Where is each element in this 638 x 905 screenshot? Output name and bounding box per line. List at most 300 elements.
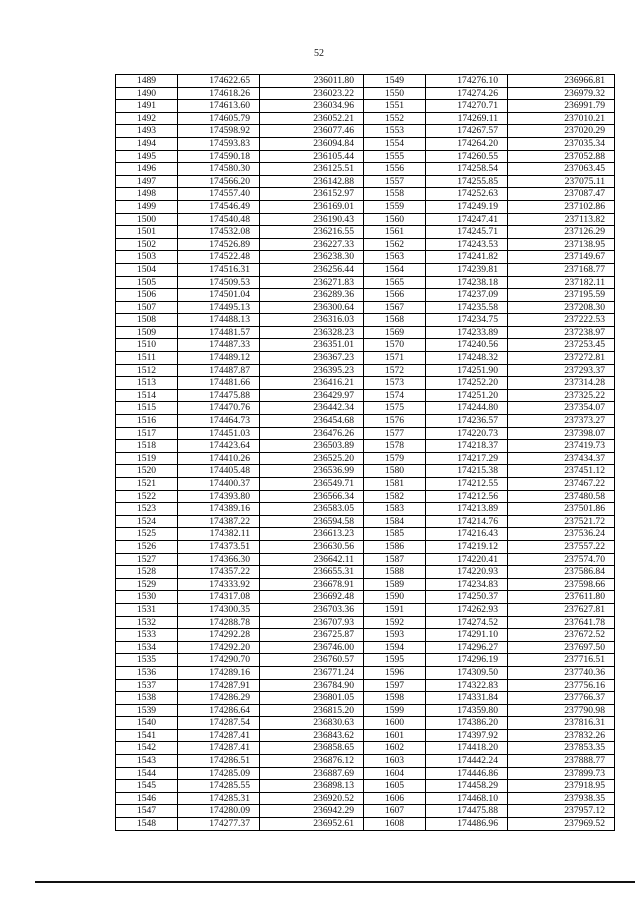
x-coordinate-cell: 174250.37 [426, 591, 508, 604]
point-number-cell: 1589 [364, 578, 426, 591]
y-coordinate-cell: 236887.69 [260, 767, 364, 780]
table-row [116, 427, 615, 440]
point-number-cell: 1597 [364, 679, 426, 692]
y-coordinate-cell: 236190.43 [260, 213, 364, 226]
x-coordinate-cell: 174285.31 [178, 792, 260, 805]
y-coordinate-cell: 237467.22 [508, 478, 615, 491]
x-coordinate-cell: 174276.10 [426, 75, 508, 88]
y-coordinate-cell: 237536.24 [508, 528, 615, 541]
point-number-cell: 1532 [116, 616, 178, 629]
x-coordinate-cell: 174410.26 [178, 452, 260, 465]
x-coordinate-cell: 174309.50 [426, 666, 508, 679]
point-number-cell: 1494 [116, 137, 178, 150]
x-coordinate-cell: 174236.57 [426, 415, 508, 428]
y-coordinate-cell: 236023.22 [260, 87, 364, 100]
x-coordinate-cell: 174212.56 [426, 490, 508, 503]
x-coordinate-cell: 174220.93 [426, 566, 508, 579]
point-number-cell: 1564 [364, 263, 426, 276]
y-coordinate-cell: 237918.95 [508, 780, 615, 793]
table-row [116, 717, 615, 730]
point-number-cell: 1538 [116, 692, 178, 705]
point-number-cell: 1508 [116, 314, 178, 327]
x-coordinate-cell: 174322.83 [426, 679, 508, 692]
y-coordinate-cell: 236979.32 [508, 87, 615, 100]
x-coordinate-cell: 174267.57 [426, 125, 508, 138]
point-number-cell: 1530 [116, 591, 178, 604]
point-number-cell: 1544 [116, 767, 178, 780]
x-coordinate-cell: 174235.58 [426, 301, 508, 314]
point-number-cell: 1513 [116, 377, 178, 390]
y-coordinate-cell: 237419.73 [508, 440, 615, 453]
y-coordinate-cell: 237102.86 [508, 200, 615, 213]
y-coordinate-cell: 237182.11 [508, 276, 615, 289]
point-number-cell: 1505 [116, 276, 178, 289]
y-coordinate-cell: 236784.90 [260, 679, 364, 692]
point-number-cell: 1548 [116, 818, 178, 831]
x-coordinate-cell: 174274.52 [426, 616, 508, 629]
x-coordinate-cell: 174451.03 [178, 427, 260, 440]
y-coordinate-cell: 236416.21 [260, 377, 364, 390]
y-coordinate-cell: 236566.34 [260, 490, 364, 503]
y-coordinate-cell: 236142.88 [260, 175, 364, 188]
x-coordinate-cell: 174238.18 [426, 276, 508, 289]
table-row [116, 301, 615, 314]
y-coordinate-cell: 237325.22 [508, 389, 615, 402]
x-coordinate-cell: 174495.13 [178, 301, 260, 314]
y-coordinate-cell: 237373.27 [508, 415, 615, 428]
y-coordinate-cell: 236052.21 [260, 112, 364, 125]
y-coordinate-cell: 236815.20 [260, 704, 364, 717]
table-row [116, 692, 615, 705]
point-number-cell: 1496 [116, 163, 178, 176]
table-row [116, 528, 615, 541]
x-coordinate-cell: 174286.51 [178, 755, 260, 768]
point-number-cell: 1581 [364, 478, 426, 491]
y-coordinate-cell: 237138.95 [508, 238, 615, 251]
x-coordinate-cell: 174274.26 [426, 87, 508, 100]
x-coordinate-cell: 174247.41 [426, 213, 508, 226]
table-row [116, 490, 615, 503]
point-number-cell: 1501 [116, 226, 178, 239]
table-row [116, 326, 615, 339]
y-coordinate-cell: 236395.23 [260, 364, 364, 377]
y-coordinate-cell: 236642.11 [260, 553, 364, 566]
y-coordinate-cell: 237293.37 [508, 364, 615, 377]
y-coordinate-cell: 237501.86 [508, 503, 615, 516]
table-row [116, 87, 615, 100]
x-coordinate-cell: 174296.19 [426, 654, 508, 667]
x-coordinate-cell: 174359.80 [426, 704, 508, 717]
point-number-cell: 1500 [116, 213, 178, 226]
point-number-cell: 1563 [364, 251, 426, 264]
y-coordinate-cell: 236830.63 [260, 717, 364, 730]
x-coordinate-cell: 174292.28 [178, 629, 260, 642]
point-number-cell: 1557 [364, 175, 426, 188]
y-coordinate-cell: 236746.00 [260, 641, 364, 654]
x-coordinate-cell: 174590.18 [178, 150, 260, 163]
point-number-cell: 1566 [364, 289, 426, 302]
table-row [116, 226, 615, 239]
x-coordinate-cell: 174389.16 [178, 503, 260, 516]
y-coordinate-cell: 236216.55 [260, 226, 364, 239]
x-coordinate-cell: 174287.91 [178, 679, 260, 692]
y-coordinate-cell: 237672.52 [508, 629, 615, 642]
y-coordinate-cell: 236125.51 [260, 163, 364, 176]
point-number-cell: 1585 [364, 528, 426, 541]
table-row [116, 603, 615, 616]
point-number-cell: 1580 [364, 465, 426, 478]
y-coordinate-cell: 236549.71 [260, 478, 364, 491]
y-coordinate-cell: 236536.99 [260, 465, 364, 478]
point-number-cell: 1542 [116, 742, 178, 755]
y-coordinate-cell: 236442.34 [260, 402, 364, 415]
table-row [116, 377, 615, 390]
y-coordinate-cell: 236316.03 [260, 314, 364, 327]
x-coordinate-cell: 174245.71 [426, 226, 508, 239]
point-number-cell: 1593 [364, 629, 426, 642]
point-number-cell: 1547 [116, 805, 178, 818]
point-number-cell: 1584 [364, 515, 426, 528]
x-coordinate-cell: 174566.20 [178, 175, 260, 188]
x-coordinate-cell: 174532.08 [178, 226, 260, 239]
table-row [116, 704, 615, 717]
coordinates-table-body [116, 75, 615, 831]
x-coordinate-cell: 174622.65 [178, 75, 260, 88]
point-number-cell: 1546 [116, 792, 178, 805]
table-row [116, 163, 615, 176]
x-coordinate-cell: 174486.96 [426, 818, 508, 831]
table-row [116, 100, 615, 113]
y-coordinate-cell: 237598.66 [508, 578, 615, 591]
y-coordinate-cell: 236771.24 [260, 666, 364, 679]
y-coordinate-cell: 236429.97 [260, 389, 364, 402]
y-coordinate-cell: 236227.33 [260, 238, 364, 251]
x-coordinate-cell: 174400.37 [178, 478, 260, 491]
x-coordinate-cell: 174516.31 [178, 263, 260, 276]
x-coordinate-cell: 174252.20 [426, 377, 508, 390]
x-coordinate-cell: 174233.89 [426, 326, 508, 339]
point-number-cell: 1555 [364, 150, 426, 163]
point-number-cell: 1515 [116, 402, 178, 415]
table-row [116, 629, 615, 642]
x-coordinate-cell: 174509.53 [178, 276, 260, 289]
table-row [116, 175, 615, 188]
y-coordinate-cell: 236256.44 [260, 263, 364, 276]
y-coordinate-cell: 237611.80 [508, 591, 615, 604]
y-coordinate-cell: 236613.23 [260, 528, 364, 541]
x-coordinate-cell: 174488.13 [178, 314, 260, 327]
x-coordinate-cell: 174280.09 [178, 805, 260, 818]
point-number-cell: 1492 [116, 112, 178, 125]
x-coordinate-cell: 174217.29 [426, 452, 508, 465]
point-number-cell: 1572 [364, 364, 426, 377]
point-number-cell: 1534 [116, 641, 178, 654]
y-coordinate-cell: 237756.16 [508, 679, 615, 692]
x-coordinate-cell: 174262.93 [426, 603, 508, 616]
point-number-cell: 1540 [116, 717, 178, 730]
x-coordinate-cell: 174251.90 [426, 364, 508, 377]
x-coordinate-cell: 174593.83 [178, 137, 260, 150]
x-coordinate-cell: 174540.48 [178, 213, 260, 226]
point-number-cell: 1510 [116, 339, 178, 352]
y-coordinate-cell: 237354.07 [508, 402, 615, 415]
point-number-cell: 1493 [116, 125, 178, 138]
point-number-cell: 1607 [364, 805, 426, 818]
x-coordinate-cell: 174251.20 [426, 389, 508, 402]
point-number-cell: 1518 [116, 440, 178, 453]
x-coordinate-cell: 174258.54 [426, 163, 508, 176]
y-coordinate-cell: 237168.77 [508, 263, 615, 276]
x-coordinate-cell: 174357.22 [178, 566, 260, 579]
point-number-cell: 1567 [364, 301, 426, 314]
table-row [116, 591, 615, 604]
point-number-cell: 1582 [364, 490, 426, 503]
y-coordinate-cell: 236289.36 [260, 289, 364, 302]
point-number-cell: 1573 [364, 377, 426, 390]
y-coordinate-cell: 236876.12 [260, 755, 364, 768]
y-coordinate-cell: 237149.67 [508, 251, 615, 264]
point-number-cell: 1539 [116, 704, 178, 717]
table-row [116, 314, 615, 327]
x-coordinate-cell: 174423.64 [178, 440, 260, 453]
point-number-cell: 1603 [364, 755, 426, 768]
table-row [116, 440, 615, 453]
point-number-cell: 1579 [364, 452, 426, 465]
x-coordinate-cell: 174240.56 [426, 339, 508, 352]
y-coordinate-cell: 237716.51 [508, 654, 615, 667]
point-number-cell: 1598 [364, 692, 426, 705]
x-coordinate-cell: 174296.27 [426, 641, 508, 654]
y-coordinate-cell: 236454.68 [260, 415, 364, 428]
y-coordinate-cell: 236011.80 [260, 75, 364, 88]
y-coordinate-cell: 237208.30 [508, 301, 615, 314]
table-row [116, 478, 615, 491]
point-number-cell: 1594 [364, 641, 426, 654]
table-row [116, 389, 615, 402]
point-number-cell: 1537 [116, 679, 178, 692]
x-coordinate-cell: 174546.49 [178, 200, 260, 213]
x-coordinate-cell: 174289.16 [178, 666, 260, 679]
y-coordinate-cell: 237899.73 [508, 767, 615, 780]
table-row [116, 188, 615, 201]
x-coordinate-cell: 174442.24 [426, 755, 508, 768]
x-coordinate-cell: 174291.10 [426, 629, 508, 642]
x-coordinate-cell: 174287.41 [178, 742, 260, 755]
x-coordinate-cell: 174522.48 [178, 251, 260, 264]
x-coordinate-cell: 174290.70 [178, 654, 260, 667]
point-number-cell: 1565 [364, 276, 426, 289]
x-coordinate-cell: 174393.80 [178, 490, 260, 503]
y-coordinate-cell: 236801.05 [260, 692, 364, 705]
table-row [116, 540, 615, 553]
point-number-cell: 1495 [116, 150, 178, 163]
y-coordinate-cell: 236858.65 [260, 742, 364, 755]
table-row [116, 150, 615, 163]
y-coordinate-cell: 237075.11 [508, 175, 615, 188]
y-coordinate-cell: 236843.62 [260, 729, 364, 742]
x-coordinate-cell: 174475.88 [178, 389, 260, 402]
x-coordinate-cell: 174481.66 [178, 377, 260, 390]
y-coordinate-cell: 237832.26 [508, 729, 615, 742]
point-number-cell: 1536 [116, 666, 178, 679]
y-coordinate-cell: 237853.35 [508, 742, 615, 755]
y-coordinate-cell: 236952.61 [260, 818, 364, 831]
table-row [116, 818, 615, 831]
y-coordinate-cell: 237253.45 [508, 339, 615, 352]
x-coordinate-cell: 174605.79 [178, 112, 260, 125]
point-number-cell: 1549 [364, 75, 426, 88]
x-coordinate-cell: 174613.60 [178, 100, 260, 113]
point-number-cell: 1522 [116, 490, 178, 503]
y-coordinate-cell: 236367.23 [260, 352, 364, 365]
y-coordinate-cell: 236238.30 [260, 251, 364, 264]
y-coordinate-cell: 236152.97 [260, 188, 364, 201]
x-coordinate-cell: 174239.81 [426, 263, 508, 276]
x-coordinate-cell: 174292.20 [178, 641, 260, 654]
table-row [116, 679, 615, 692]
table-row [116, 415, 615, 428]
point-number-cell: 1514 [116, 389, 178, 402]
x-coordinate-cell: 174237.09 [426, 289, 508, 302]
y-coordinate-cell: 237087.47 [508, 188, 615, 201]
point-number-cell: 1527 [116, 553, 178, 566]
x-coordinate-cell: 174557.40 [178, 188, 260, 201]
x-coordinate-cell: 174216.43 [426, 528, 508, 541]
point-number-cell: 1507 [116, 301, 178, 314]
point-number-cell: 1512 [116, 364, 178, 377]
x-coordinate-cell: 174418.20 [426, 742, 508, 755]
table-row [116, 641, 615, 654]
y-coordinate-cell: 236169.01 [260, 200, 364, 213]
point-number-cell: 1586 [364, 540, 426, 553]
y-coordinate-cell: 237314.28 [508, 377, 615, 390]
x-coordinate-cell: 174446.86 [426, 767, 508, 780]
point-number-cell: 1506 [116, 289, 178, 302]
table-row [116, 755, 615, 768]
x-coordinate-cell: 174269.11 [426, 112, 508, 125]
table-row [116, 578, 615, 591]
point-number-cell: 1511 [116, 352, 178, 365]
x-coordinate-cell: 174260.55 [426, 150, 508, 163]
y-coordinate-cell: 237020.29 [508, 125, 615, 138]
point-number-cell: 1502 [116, 238, 178, 251]
y-coordinate-cell: 236898.13 [260, 780, 364, 793]
y-coordinate-cell: 237521.72 [508, 515, 615, 528]
x-coordinate-cell: 174248.32 [426, 352, 508, 365]
y-coordinate-cell: 237035.34 [508, 137, 615, 150]
point-number-cell: 1604 [364, 767, 426, 780]
point-number-cell: 1592 [364, 616, 426, 629]
y-coordinate-cell: 236503.89 [260, 440, 364, 453]
y-coordinate-cell: 237557.22 [508, 540, 615, 553]
y-coordinate-cell: 236105.44 [260, 150, 364, 163]
y-coordinate-cell: 237766.37 [508, 692, 615, 705]
point-number-cell: 1550 [364, 87, 426, 100]
point-number-cell: 1568 [364, 314, 426, 327]
table-row [116, 515, 615, 528]
y-coordinate-cell: 236655.31 [260, 566, 364, 579]
y-coordinate-cell: 236991.79 [508, 100, 615, 113]
point-number-cell: 1509 [116, 326, 178, 339]
y-coordinate-cell: 237222.53 [508, 314, 615, 327]
point-number-cell: 1526 [116, 540, 178, 553]
x-coordinate-cell: 174475.88 [426, 805, 508, 818]
table-row [116, 251, 615, 264]
point-number-cell: 1528 [116, 566, 178, 579]
point-number-cell: 1575 [364, 402, 426, 415]
point-number-cell: 1529 [116, 578, 178, 591]
point-number-cell: 1552 [364, 112, 426, 125]
table-row [116, 200, 615, 213]
x-coordinate-cell: 174317.08 [178, 591, 260, 604]
table-row [116, 780, 615, 793]
y-coordinate-cell: 236942.29 [260, 805, 364, 818]
point-number-cell: 1517 [116, 427, 178, 440]
x-coordinate-cell: 174286.64 [178, 704, 260, 717]
x-coordinate-cell: 174286.29 [178, 692, 260, 705]
y-coordinate-cell: 236476.26 [260, 427, 364, 440]
table-row [116, 125, 615, 138]
table-row [116, 238, 615, 251]
x-coordinate-cell: 174464.73 [178, 415, 260, 428]
x-coordinate-cell: 174241.82 [426, 251, 508, 264]
x-coordinate-cell: 174373.51 [178, 540, 260, 553]
point-number-cell: 1489 [116, 75, 178, 88]
y-coordinate-cell: 237574.70 [508, 553, 615, 566]
x-coordinate-cell: 174285.09 [178, 767, 260, 780]
table-row [116, 289, 615, 302]
y-coordinate-cell: 236703.36 [260, 603, 364, 616]
y-coordinate-cell: 237480.58 [508, 490, 615, 503]
point-number-cell: 1545 [116, 780, 178, 793]
table-row [116, 767, 615, 780]
table-row [116, 805, 615, 818]
x-coordinate-cell: 174287.41 [178, 729, 260, 742]
table-row [116, 742, 615, 755]
point-number-cell: 1531 [116, 603, 178, 616]
y-coordinate-cell: 237641.78 [508, 616, 615, 629]
x-coordinate-cell: 174468.10 [426, 792, 508, 805]
y-coordinate-cell: 237126.29 [508, 226, 615, 239]
point-number-cell: 1519 [116, 452, 178, 465]
point-number-cell: 1601 [364, 729, 426, 742]
table-row [116, 553, 615, 566]
point-number-cell: 1600 [364, 717, 426, 730]
point-number-cell: 1576 [364, 415, 426, 428]
point-number-cell: 1578 [364, 440, 426, 453]
x-coordinate-cell: 174300.35 [178, 603, 260, 616]
x-coordinate-cell: 174386.20 [426, 717, 508, 730]
y-coordinate-cell: 236271.83 [260, 276, 364, 289]
table-row [116, 263, 615, 276]
x-coordinate-cell: 174234.83 [426, 578, 508, 591]
point-number-cell: 1556 [364, 163, 426, 176]
table-row [116, 339, 615, 352]
x-coordinate-cell: 174580.30 [178, 163, 260, 176]
y-coordinate-cell: 237816.31 [508, 717, 615, 730]
point-number-cell: 1605 [364, 780, 426, 793]
y-coordinate-cell: 237697.50 [508, 641, 615, 654]
y-coordinate-cell: 237052.88 [508, 150, 615, 163]
y-coordinate-cell: 237434.37 [508, 452, 615, 465]
y-coordinate-cell: 236094.84 [260, 137, 364, 150]
table-row [116, 352, 615, 365]
x-coordinate-cell: 174220.41 [426, 553, 508, 566]
x-coordinate-cell: 174387.22 [178, 515, 260, 528]
table-row [116, 729, 615, 742]
x-coordinate-cell: 174287.54 [178, 717, 260, 730]
point-number-cell: 1553 [364, 125, 426, 138]
